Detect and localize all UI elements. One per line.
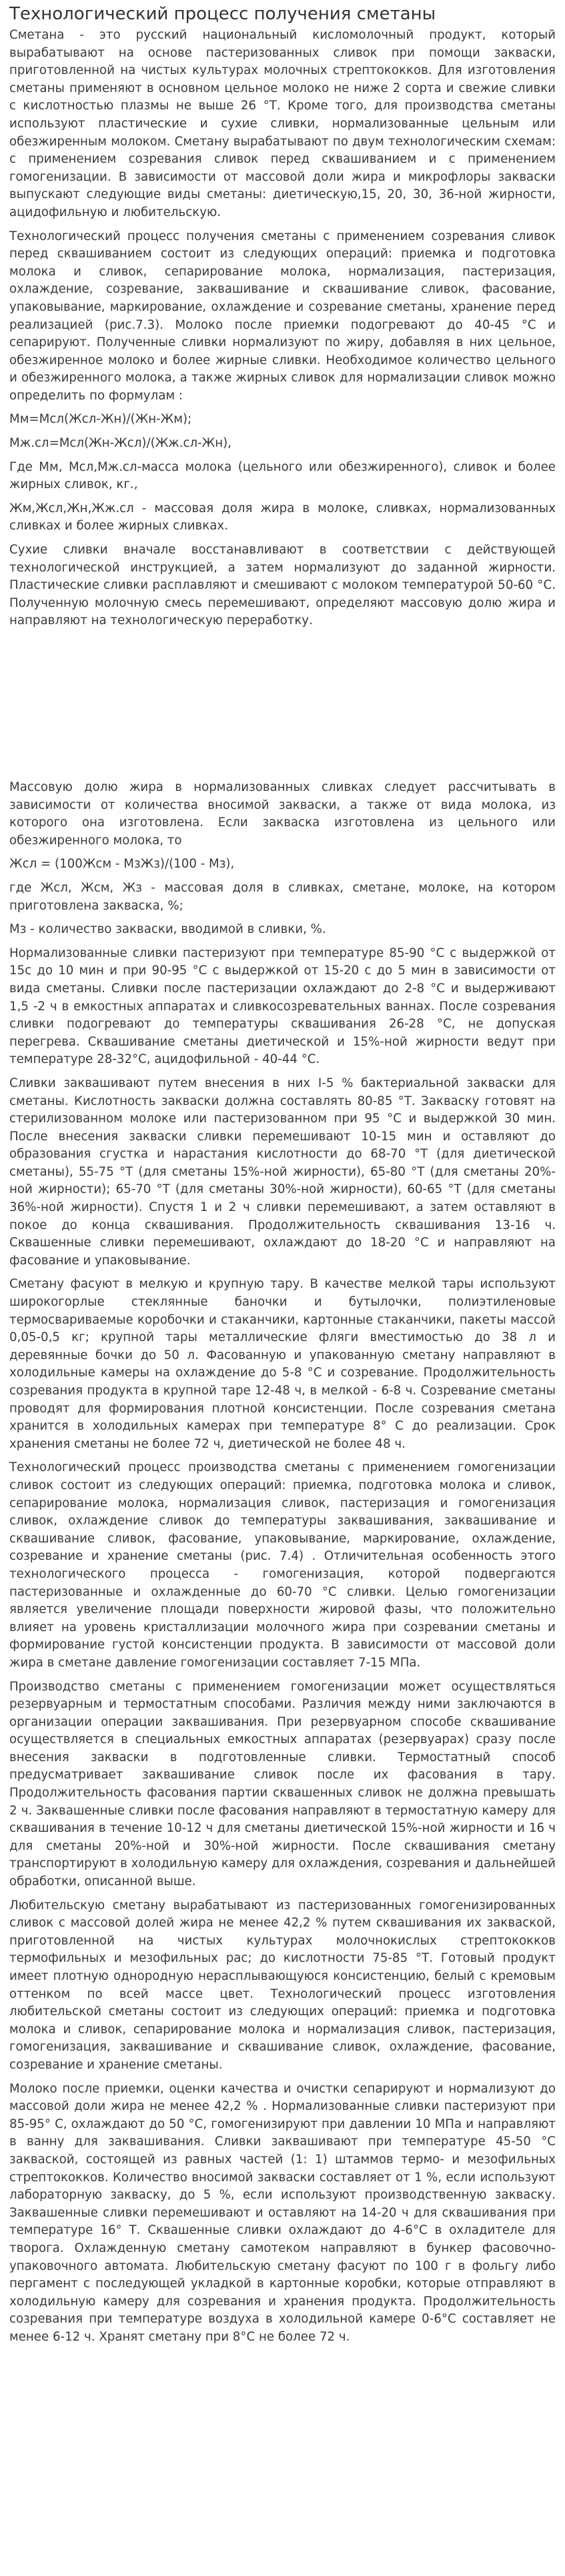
formula-legend-amount: Мз - количество закваски, вводимой в сливки, %. [9, 922, 326, 937]
formula-milk: Мм=Мсл(Жсл-Жн)/(Жн-Жм); [9, 412, 192, 427]
article-title: Технологический процесс получения сметаны [9, 4, 436, 24]
paragraph-intro: Сметана - это русский национальный кисломолочный продукт, который вырабатывают на основе пастеризованных сливок при помощи закваски, приготовленной на чистых культурах молочных стрептококков. Для изготовления сметаны применяют в основном цельное молоко не ниже 2 сорта и свежие сливки с кислотностью плазмы не выше 26 °Т. Кроме того, для производства сметаны используют пластические и сухие сливки, нормализованные цельным или обезжиренным молоком. Сметану вырабатывают по двум технологическим схемам: с применением созревания сливок перед сквашиванием и с применением гомогенизации. В зависимости от массовой доли жира и микрофлоры закваски выпускают следующие виды сметаны: диетическую,15, 20, 30, 36-ной жирности, ацидофильную и любительскую. [9, 28, 556, 219]
formula-fat-cream: Мж.сл=Мсл(Жн-Жсл)/(Жж.сл-Жн), [9, 436, 232, 451]
paragraph-pasteurization: Нормализованные сливки пастеризуют при температуре 85-90 °С с выдержкой от 15с до 10 мин и при 90-95 °С с выдержкой от 15-20 с до 5 мин в зависимости от вида сметаны. Сливки после пастеризации охлаждают до 2-8 °С и выдерживают 1,5 -2 ч в емкостных аппаратах и сливкосозревательных ваннах. После созревания сливки подогревают до температуры сквашивания 26-28 °С, не допуская перегрева. Сквашивание сметаны диетической и 15%-ной жирности ведут при температуре 28-32°С, ацидофильной - 40-44 °С. [9, 946, 556, 1067]
paragraph-process-ripening: Технологический процесс получения сметаны с применением созревания сливок перед сквашиванием состоит из следующих операций: приемка и подготовка молока и сливок, сепарирование молока, нормализация, пастеризация, охлаждение, созревание, заквашивание и сквашивание сливок, фасование, упаковывание, маркирование, охлаждение и созревание сметаны, хранение перед реализацией (рис.7.3). Молоко после приемки подогревают до 40-45 °С и сепарируют. Полученные сливки нормализуют по жиру, добавляя в них цельное, обезжиренное молоко и более жирные сливки. Необходимое количество цельного и обезжиренного молока, а также жирных сливок для нормализации сливок можно определить по формулам : [9, 229, 556, 403]
formula-legend-mass: Где Мм, Мсл,Мж.сл-масса молока (цельного или обезжиренного), сливок и более жирных сливок, кг., [9, 459, 556, 492]
paragraph-fermentation: Сливки заквашивают путем внесения в них I-5 % бактериальной закваски для сметаны. Кислотность закваски должна составлять 80-85 °Т. Закваску готовят на стерилизованном молоке или пастеризованном при 95 °С и выдержкой 30 мин. После внесения закваски сливки перемешивают 10-15 мин и оставляют до образования сгустка и нарастания кислотности до 68-70 °Т (для диетической сметаны), 55-75 °Т (для сметаны 15%-ной жирности), 65-80 °Т (для сметаны 20%-ной жирности); 65-70 °Т (для сметаны 30%-ной жирности), 60-65 °Т (для сметаны 36%-ной жирности). Спустя 1 и 2 ч сливки перемешивают, а затем оставляют в покое до конца сквашивания. Продолжительность сквашивания 13-16 ч. Сквашенные сливки перемешивают, охлаждают до 18-20 °С и направляют на фасование и упаковывание. [9, 1076, 556, 1268]
paragraph-fat-calculation: Массовую долю жира в нормализованных сливках следует рассчитывать в зависимости от количества вносимой закваски, а также от вида молока, из которого она изготовлена. Если закваска изготовлена из цельного или обезжиренного молока, то [9, 780, 556, 848]
paragraph-homogenization: Технологический процесс производства сметаны с применением гомогенизации сливок состоит из следующих операций: приемка, подготовка молока и сливок, сепарирование молока, нормализация сливок, пастеризация и гомогенизация сливок, охлаждение сливок до температуры заквашивания, заквашивание и сквашивание сливок, фасование, упаковывание, маркирование, охлаждение, созревание и хранение сметаны (рис. 7.4) . Отличительная особенность этого технологического процесса - гомогенизация, которой подвергаются пастеризованные и охлажденные до 60-70 °С сливки. Целью гомогенизации является увеличение площади поверхности жировой фазы, что положительно влияет на уровень кристаллизации молочного жира при созревании сметаны и формирование густой консистенции продукта. В зависимости от массовой доли жира в сметане давление гомогенизации составляет 7-15 МПа. [9, 1460, 556, 1670]
formula-legend-starter: где Жсл, Жсм, Жз - массовая доля в сливках, сметане, молоке, на котором приготовлена закваска, %; [9, 880, 556, 913]
paragraph-reservoir-thermostat: Производство сметаны с применением гомогенизации может осуществляться резервуарным и термостатным способами. Различия между ними заключаются в организации операции заквашивания. При резервуарном способе сквашивание осуществляется в специальных емкостных аппаратах (резервуарах) сразу после внесения закваски в подготовленные сливки. Термостатный способ предусматривает заквашивание сливок после их фасования в тару. Продолжительность фасования партии сквашенных сливок не должна превышать 2 ч. Заквашенные сливки после фасования направляют в термостатную камеру для сквашивания в течение 10-12 ч для сметаны диетической 15%-ной жирности и 16 ч для сметаны 20%-ной и 30%-ной жирности. После сквашивания сметану транспортируют в холодильную камеру для охлаждения, созревания и дальнейшей обработки, описанной выше. [9, 1679, 556, 1889]
paragraph-packaging: Сметану фасуют в мелкую и крупную тару. В качестве мелкой тары используют широкогорлые стеклянные баночки и бутылочки, полиэтиленовые термосвариваемые коробочки и стаканчики, картонные стаканчики, пакеты массой 0,05-0,5 кг; крупной тары металлические фляги вместимостью до 38 л и деревянные бочки до 50 л. Фасованную и упакованную сметану направляют в холодильные камеры на охлаждение до 5-8 °С и созревание. Продолжительность созревания продукта в крупной таре 12-48 ч, в мелкой - 6-8 ч. Созревание сметаны проводят для формирования плотной консистенции. После созревания сметана хранится в холодильных камерах при температуре 8° С до реализации. Срок хранения сметаны не более 72 ч, диетической не более 48 ч. [9, 1277, 556, 1451]
blank-gap [9, 636, 556, 779]
paragraph-amateur-process: Молоко после приемки, оценки качества и очистки сепарируют и нормализуют до массовой доли жира не менее 42,2 % . Нормализованные сливки пастеризуют при 85-95° С, охлаждают до 50 °С, гомогенизируют при давлении 10 МПа и направляют в ванну для заквашивания. Сливки заквашивают при температуре 45-50 °С закваской, состоящей из равных частей (1: 1) штаммов термо- и мезофильных стрептококков. Количество вносимой закваски составляет от 1 %, если используют лабораторную закваску, до 5 %, если используют производственную закваску. Заквашенные сливки перемешивают и оставляют на 14-20 ч для сквашивания при температуре 16° Т. Сквашенные сливки охлаждают до 4-6°С в охладителе для творога. Охлажденную сметану самотеком направляют в бункер фасовочно-упаковочного автомата. Любительскую сметану фасуют по 100 г в фольгу либо пергамент с последующей укладкой в картонные коробки, которые отправляют в холодильную камеру для созревания и хранения продукта. Продолжительность созревания при температуре воздуха в холодильной камере 0-6°С составляет не менее 6-12 ч. Хранят сметану при 8°С не более 72 ч. [9, 2081, 556, 2344]
paragraph-dry-cream: Сухие сливки вначале восстанавливают в соответствии с действующей технологической инструкцией, а затем нормализуют до заданной жирности. Пластические сливки расплавляют и смешивают с молоком температурой 50-60 °С. Полученную молочную смесь перемешивают, определяют массовую долю жира и направляют на технологическую переработку. [9, 543, 556, 628]
formula-legend-fat: Жм,Жсл,Жн,Жж.сл - массовая доля жира в молоке, сливках, нормализованных сливках и более жирных сливках. [9, 501, 556, 533]
formula-fat-normalized: Жсл = (100Жсм - МзЖз)/(100 - Мз), [9, 857, 235, 872]
paragraph-amateur-sour-cream: Любительскую сметану вырабатывают из пастеризованных гомогенизированных сливок с массовой долей жира не менее 42,2 % путем сквашивания их закваской, приготовленной на чистых культурах молочнокислых стрептококков термофильных и мезофильных рас; до кислотности 75-85 °Т. Готовый продукт имеет плотную однородную нерасплывающуюся консистенцию, белый с кремовым оттенком по всей массе цвет. Технологический процесс изготовления любительской сметаны состоит из следующих операций: приемка и подготовка молока и сливок, сепарирование молока и нормализация сливок, пастеризация, гомогенизация, заквашивание и сквашивание сливок, охлаждение, фасование, созревание и хранение сметаны. [9, 1898, 556, 2072]
